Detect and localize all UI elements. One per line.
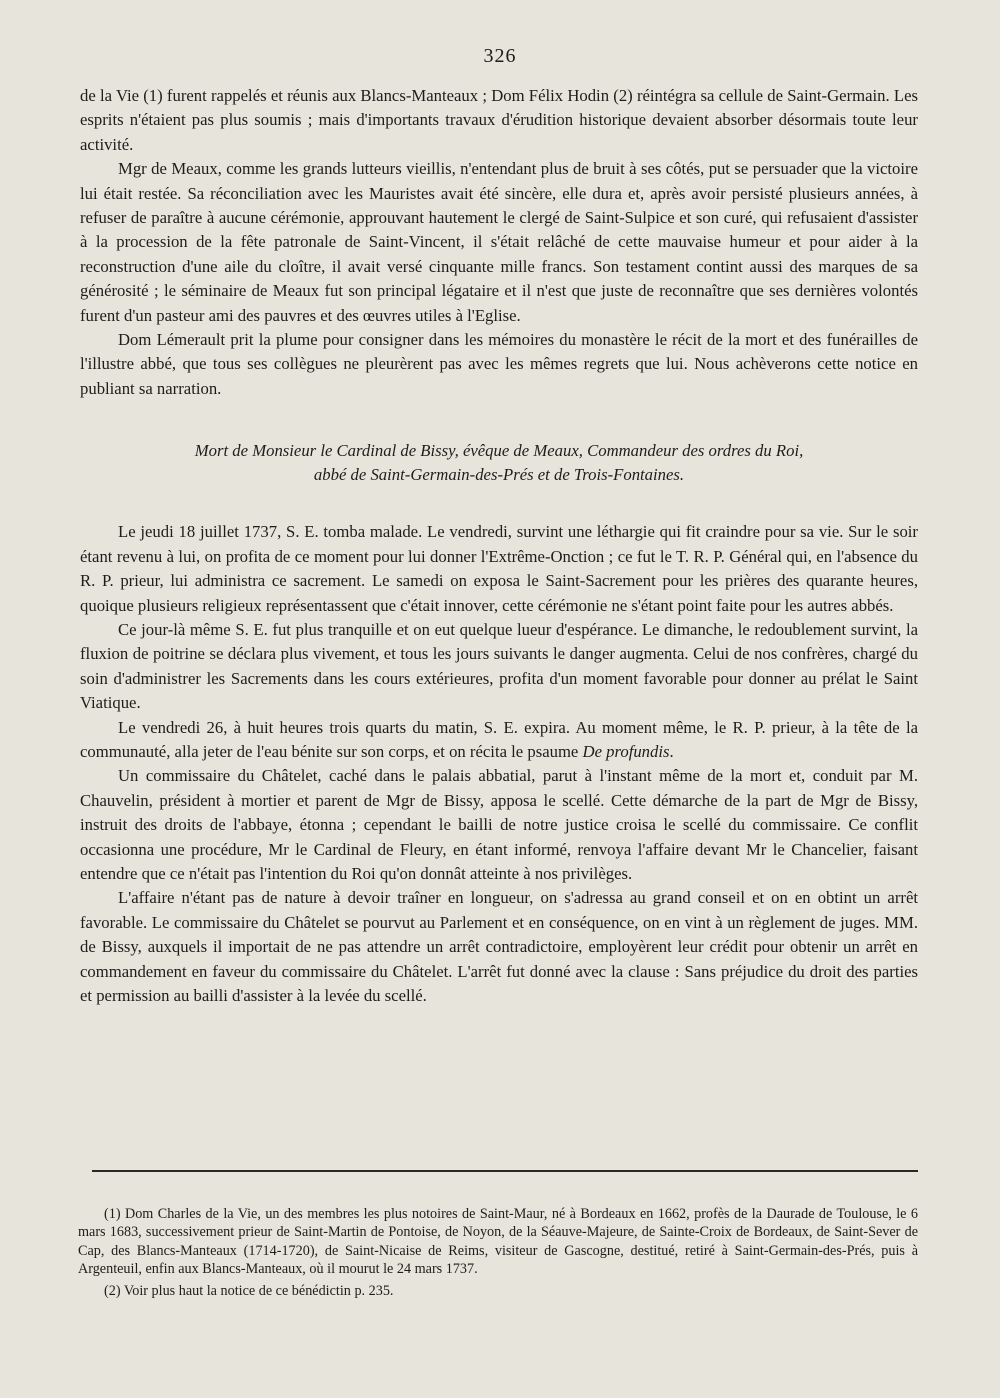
body-text — [80, 84, 918, 1008]
narration-paragraph-2: Ce jour-là même S. E. fut plus tranquille et on eut quelque lueur d'espérance. Le dimanche, le redoublement survint, la fluxion de poitrine se déclara plus vivement, et tous les jours suivants le danger augmenta. Celui de nos confrères, chargé du soin d'administrer les Sacrements dans les cours extérieures, profita d'un moment favorable pour donner au prélat le Saint Viatique. — [80, 619, 918, 713]
narration — [80, 520, 918, 1008]
page-number: 326 — [483, 45, 517, 67]
section-heading — [80, 439, 918, 487]
footnotes — [78, 1205, 918, 1300]
intro-paragraph-1: de la Vie (1) furent rappelés et réunis aux Blancs-Manteaux ; Dom Félix Hodin (2) réintégra sa cellule de Saint-Germain. Les esprits n'étaient pas plus soumis ; mais d'importants travaux d'érudition historique devaient absorber désormais toute leur activité. — [80, 86, 918, 154]
section-heading-line-1: Mort de Monsieur le Cardinal de Bissy, évêque de Meaux, Commandeur des ordres du Roi, — [194, 441, 804, 461]
footnote-1: (1) Dom Charles de la Vie, un des membres les plus notoires de Saint-Maur, né à Bordeaux en 1662, profès de la Daurade de Toulouse, le 6 mars 1683, successivement prieur de Saint-Martin de Pontoise, de Noyon, de la Séauve-Majeure, de Sainte-Croix de Bordeaux, de Saint-Sever de Cap, des Blancs-Manteaux (1714-1720), de Saint-Nicaise de Reims, visiteur de Gascogne, destitué, retiré à Saint-Germain-des-Prés, puis à Argenteuil, enfin aux Blancs-Manteaux, où il mourut le 24 mars 1737. — [78, 1206, 918, 1278]
section-heading-line-2: abbé de Saint-Germain-des-Prés et de Trois-Fontaines. — [313, 465, 685, 485]
narration-paragraph-3-text: Le vendredi 26, à huit heures trois quarts du matin, S. E. expira. Au moment même, le R. P. prieur, à la tête de la communauté, alla jeter de l'eau bénite sur son corps, et on récita le psaume — [80, 717, 918, 761]
narration-paragraph-5: L'affaire n'étant pas de nature à devoir traîner en longueur, on s'adressa au grand conseil et on en obtint un arrêt favorable. Le commissaire du Châtelet se pourvut au Parlement et en conséquence, on en vint à un règlement de juges. MM. de Bissy, auxquels il importait de ne pas attendre un arrêt contradictoire, employèrent leur crédit pour obtenir un arrêt en commandement en faveur du commissaire du Châtelet. L'arrêt fut donné avec la clause : Sans préjudice du droit des parties et permission au bailli d'assister à la levée du scellé. — [80, 888, 918, 1005]
narration-paragraph-4: Un commissaire du Châtelet, caché dans le palais abbatial, parut à l'instant même de la mort et, conduit par M. Chauvelin, président à mortier et parent de Mgr de Bissy, apposa le scellé. Cette démarche de la part de Mgr de Bissy, instruit des droits de l'abbaye, étonna ; cependant le bailli de notre justice croisa le scellé du commissaire. Ce conflit occasionna une procédure, Mr le Cardinal de Fleury, en étant informé, renvoya l'affaire devant Mr le Chancelier, faisant entendre que ce n'était pas l'intention du Roi qu'on donnât atteinte à nos privilèges. — [80, 766, 918, 883]
intro-paragraph-3: Dom Lémerault prit la plume pour consigner dans les mémoires du monastère le récit de la mort et des funérailles de l'illustre abbé, que tous ses collègues ne pleurèrent pas avec les mêmes regrets que lui. Nous achèverons cette notice en publiant sa narration. — [80, 330, 918, 398]
narration-paragraph-1: Le jeudi 18 juillet 1737, S. E. tomba malade. Le vendredi, survint une léthargie qui fit craindre pour sa vie. Sur le soir étant revenu à lui, on profita de ce moment pour lui donner l'Extrême-Onction ; ce fut le T. R. P. Général qui, en l'absence du R. P. prieur, lui administra ce sacrement. Le samedi on exposa le Saint-Sacrement pour les prières des quarante heures, quoique plusieurs religieux représentassent que c'était innover, cette cérémonie ne s'étant point faite pour les autres abbés. — [80, 522, 918, 615]
footnote-divider — [92, 1170, 918, 1172]
narration-paragraph-3 — [80, 716, 918, 765]
footnote-2: (2) Voir plus haut la notice de ce bénédictin p. 235. — [104, 1282, 394, 1299]
psalm-title: De profundis — [582, 741, 670, 761]
narration-paragraph-3-end: . — [669, 741, 674, 761]
intro-paragraph-2: Mgr de Meaux, comme les grands lutteurs vieillis, n'entendant plus de bruit à ses côtés, put se persuader que la victoire lui était restée. Sa réconciliation avec les Mauristes avait été sincère, elle dura et, après avoir persisté plusieurs années, à refuser de paraître à aucune cérémonie, approuvant hautement le clergé de Saint-Sulpice et son curé, qui refusaient d'assister à la procession de la fête patronale de Saint-Vincent, il s'était relâché de cette mauvaise humeur et pour aider à la reconstruction d'une aile du cloître, il avait versé cinquante mille francs. Son testament contint aussi des marques de sa générosité ; le séminaire de Meaux fut son principal légataire et il n'est que juste de reconnaître que ses dernières volontés furent d'un pasteur ami des pauvres et des œuvres utiles à l'Eglise. — [80, 159, 918, 325]
